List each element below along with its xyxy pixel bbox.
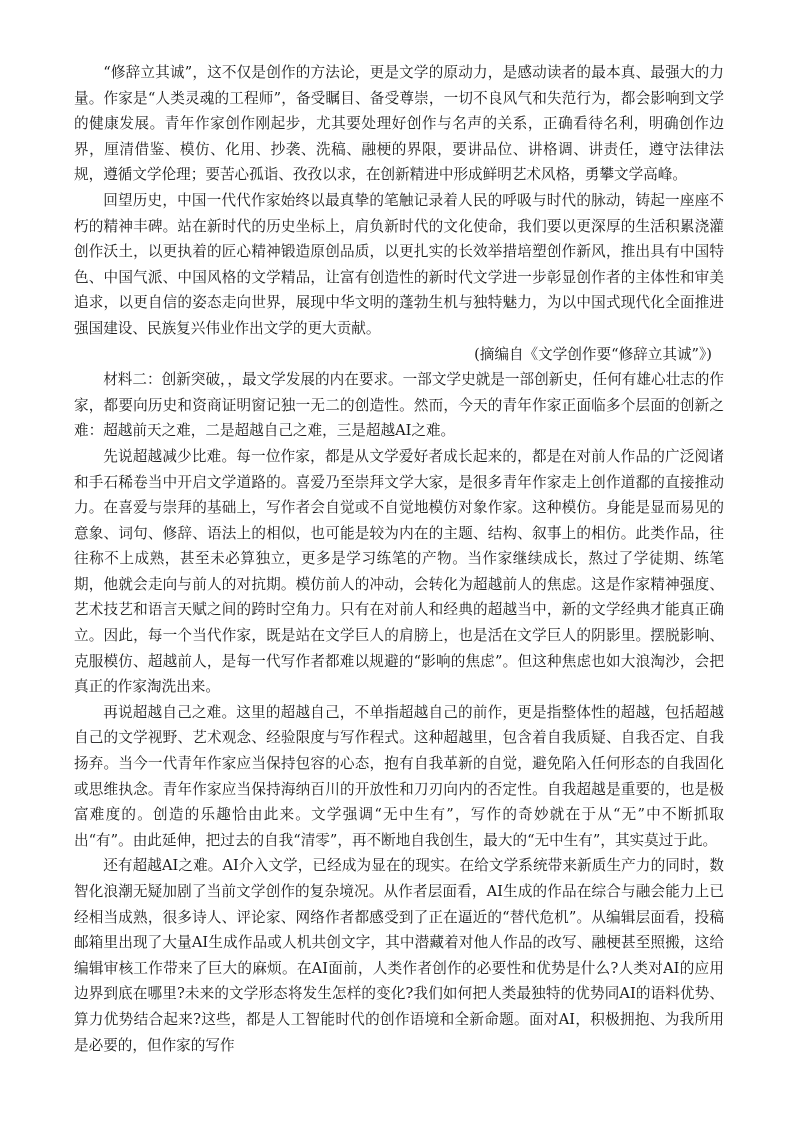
paragraph-surpass-predecessors: 先说超越减少比难。每一位作家，都是从文学爱好者成长起来的，都是在对前人作品的广泛阅诸和手石稀卷当中开启文学道路的。喜爱乃至崇拜文学大家，是很多青年作家走上创作道鄱的直接推动力。在喜爱与崇拜的基础上，写作者会自觉或不自觉地模仿对象作家。这种模仿。身能是显而易见的意象、词句、修辞、语法上的相似，也可能是较为内在的主题、结构、叙事上的相仿。此类作品，往往称不上成熟，甚至未必算独立，更多是学习练笔的产物。当作家继续成长，熬过了学徒期、练笔期，他就会走向与前人的对抗期。模仿前人的冲动，会转化为超越前人的焦虑。这是作家精神强度、艺术技艺和语言天赋之间的跨时空角力。只有在对前人和经典的超越当中，新的文学经典才能真正确立。因此，每一个当代作家，既是站在文学巨人的肩膀上，也是活在文学巨人的阴影里。摆脱影响、克服模仿、超越前人，是每一代写作者都难以规避的“影响的焦虑”。但这种焦虑也如大浪淘沙，会把真正的作家淘洗出来。 bbox=[74, 447, 724, 696]
paragraph-surpass-ai: 还有超越AI之难。AI介入文学，已经成为显在的现实。在给文学系统带来新质生产力的同时，数智化浪潮无疑加剧了当前文学创作的复杂境况。从作者层面看，AI生成的作品在综合与融会能力上已经相当成熟，很多诗人、评论家、网络作者都感受到了正在逼近的“替代危机”。从编辑层面看，投稿邮箱里出现了大量AI生成作品或人机共创文字，其中潜藏着对他人作品的改写、融梗甚至照搬，这给编辑审核工作带来了巨大的麻烦。在AI面前，人类作者创作的必要性和优势是什么?人类对AI的应用边界到底在哪里?未来的文学形态将发生怎样的变化?我们如何把人类最独特的优势同AI的语料优势、算力优势结合起来?这些，都是人工智能时代的创作语境和全新命题。面对AI，积极拥抱、为我所用是必要的，但作家的写作 bbox=[74, 857, 724, 1054]
paragraph-material-two: 材料二：创新突破，，最文学发展的内在要求。一部文学史就是一部创新史，任何有雄心壮志的作家，都要向历史和资商证明窗记独一无二的创造性。然而，今天的青年作家正面临多个层面的创新之难：超越前天之难，二是超越自己之难，三是超越AI之难。 bbox=[74, 371, 724, 440]
source-citation: (摘编自《文学创作要“修辞立其诚”》) bbox=[474, 345, 712, 363]
paragraph-integrity: “修辞立其诚”，这不仅是创作的方法论，更是文学的原动力，是感动读者的最本真、最强大的力量。作家是“人类灵魂的工程师”，备受瞩目、备受尊崇，一切不良风气和失范行为，都会影响到文学的健康发展。青年作家创作刚起步，尤其要处理好创作与名声的关系，正确看待名利，明确创作边界，厘清借鉴、模仿、化用、抄袭、洗稿、融梗的界限，要讲品位、讲格调、讲责任，遵守法律法规，遵循文学伦理；要苦心孤诣、孜孜以求，在创新精进中形成鲜明艺术风格，勇攀文学高峰。 bbox=[74, 64, 724, 184]
document-page bbox=[74, 60, 724, 1058]
paragraph-history: 回望历史，中国一代代作家始终以最真挚的笔触记录着人民的呼吸与时代的脉动，铸起一座座不朽的精神丰碑。站在新时代的历史坐标上，肩负新时代的文化使命，我们要以更深厚的生活积累浇灌创作沃土，以更执着的匠心精神锻造原创品质，以更扎实的长效举措培塑创作新风，推出具有中国特色、中国气派、中国风格的文学精品，让富有创造性的新时代文学进一步彰显创作者的主体性和审美追求，以更自信的姿态走向世界，展现中华文明的蓬勃生机与独特魅力，为以中国式现代化全面推进强国建设、民族复兴伟业作出文学的更大贡献。 bbox=[74, 191, 724, 337]
paragraph-surpass-self: 再说超越自己之难。这里的超越自己，不单指超越自己的前作，更是指整体性的超越，包括超越自己的文学视野、艺术观念、经验限度与写作程式。这种超越里，包含着自我质疑、自我否定、自我扬弃。当今一代青年作家应当保持包容的心态，抱有自我革新的自觉，避免陷入任何形态的自我固化或思维执念。青年作家应当保持海纳百川的开放性和刀刃向内的否定性。自我超越是重要的，也是极富难度的。创造的乐趣恰由此来。文学强调“无中生有”，写作的奇妙就在于从“无”中不断抓取出“有”。由此延伸，把过去的自我“清零”，再不断地自我创生，最大的“无中生有”，其实莫过于此。 bbox=[74, 703, 724, 849]
